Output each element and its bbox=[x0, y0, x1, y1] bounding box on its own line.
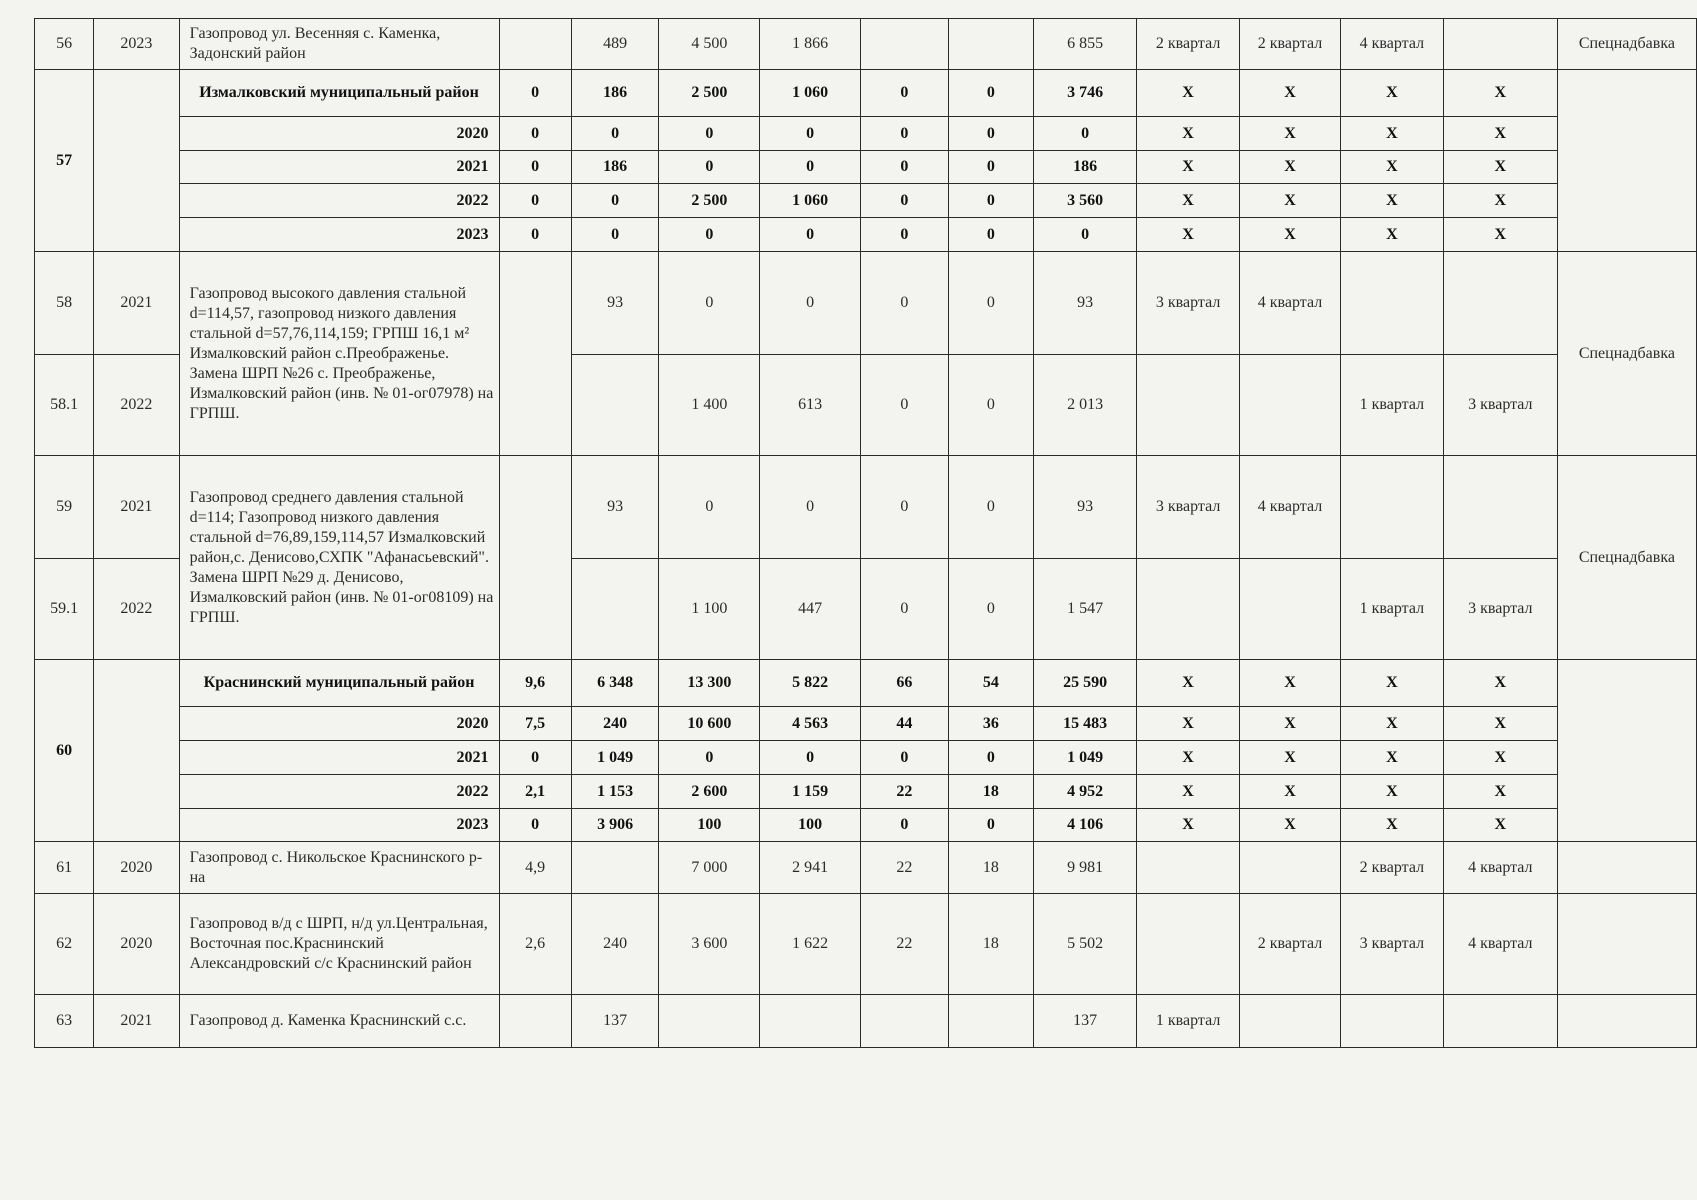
cell-c1: 0 bbox=[499, 70, 571, 117]
cell-note bbox=[1557, 660, 1696, 842]
cell-c2: 0 bbox=[571, 184, 659, 218]
row-number: 57 bbox=[35, 70, 94, 252]
cell-c2: 489 bbox=[571, 19, 659, 70]
year-label: 2020 bbox=[179, 707, 499, 741]
cell-c4: 1 159 bbox=[760, 775, 861, 809]
cell-c3 bbox=[659, 995, 760, 1048]
row-year: 2022 bbox=[94, 355, 179, 456]
cell-total: 4 106 bbox=[1034, 809, 1137, 842]
cell-q3: X bbox=[1340, 151, 1443, 184]
cell-c3: 0 bbox=[659, 741, 760, 775]
cell-c3: 0 bbox=[659, 456, 760, 559]
cell-q1: X bbox=[1137, 775, 1240, 809]
cell-note bbox=[1557, 70, 1696, 252]
year-label: 2023 bbox=[179, 218, 499, 252]
cell-c6: 0 bbox=[948, 456, 1033, 559]
cell-c3: 2 500 bbox=[659, 70, 760, 117]
cell-c3: 13 300 bbox=[659, 660, 760, 707]
table-row bbox=[35, 456, 1697, 559]
cell-c6 bbox=[948, 995, 1033, 1048]
cell-q3: 1 квартал bbox=[1340, 355, 1443, 456]
year-label: 2020 bbox=[179, 117, 499, 151]
cell-q4: X bbox=[1443, 70, 1557, 117]
cell-c1 bbox=[499, 456, 571, 660]
cell-c2: 0 bbox=[571, 218, 659, 252]
cell-c3: 0 bbox=[659, 218, 760, 252]
row-number: 58.1 bbox=[35, 355, 94, 456]
cell-c1: 0 bbox=[499, 184, 571, 218]
cell-c1: 0 bbox=[499, 117, 571, 151]
cell-c6 bbox=[948, 19, 1033, 70]
cell-total: 93 bbox=[1034, 252, 1137, 355]
cell-q2: X bbox=[1240, 184, 1341, 218]
cell-q3 bbox=[1340, 456, 1443, 559]
table-row bbox=[35, 151, 1697, 184]
table-row bbox=[35, 70, 1697, 117]
row-year: 2020 bbox=[94, 842, 179, 894]
cell-q3 bbox=[1340, 252, 1443, 355]
cell-c5: 22 bbox=[861, 842, 949, 894]
cell-c3: 4 500 bbox=[659, 19, 760, 70]
cell-c5: 44 bbox=[861, 707, 949, 741]
cell-c1: 2,6 bbox=[499, 894, 571, 995]
cell-c2 bbox=[571, 842, 659, 894]
cell-q1: 3 квартал bbox=[1137, 252, 1240, 355]
cell-c6: 18 bbox=[948, 842, 1033, 894]
cell-c5: 0 bbox=[861, 456, 949, 559]
row-number: 59.1 bbox=[35, 559, 94, 660]
cell-q3: X bbox=[1340, 741, 1443, 775]
cell-c4: 100 bbox=[760, 809, 861, 842]
row-year bbox=[94, 660, 179, 842]
cell-q4: X bbox=[1443, 775, 1557, 809]
cell-q4: X bbox=[1443, 151, 1557, 184]
cell-total: 5 502 bbox=[1034, 894, 1137, 995]
cell-c1 bbox=[499, 995, 571, 1048]
row-year: 2021 bbox=[94, 252, 179, 355]
cell-c5: 0 bbox=[861, 252, 949, 355]
table-row bbox=[35, 19, 1697, 70]
cell-c1: 0 bbox=[499, 741, 571, 775]
cell-c4: 4 563 bbox=[760, 707, 861, 741]
cell-c1: 9,6 bbox=[499, 660, 571, 707]
cell-q2: 2 квартал bbox=[1240, 894, 1341, 995]
cell-total: 15 483 bbox=[1034, 707, 1137, 741]
cell-q2: X bbox=[1240, 218, 1341, 252]
cell-c5: 0 bbox=[861, 809, 949, 842]
cell-c2: 1 153 bbox=[571, 775, 659, 809]
cell-c5 bbox=[861, 19, 949, 70]
cell-q3: 2 квартал bbox=[1340, 842, 1443, 894]
cell-q1 bbox=[1137, 355, 1240, 456]
cell-total: 186 bbox=[1034, 151, 1137, 184]
cell-c6: 0 bbox=[948, 117, 1033, 151]
object-description: Газопровод д. Каменка Краснинский с.с. bbox=[179, 995, 499, 1048]
cell-q1: X bbox=[1137, 117, 1240, 151]
cell-c6: 0 bbox=[948, 252, 1033, 355]
cell-c5: 0 bbox=[861, 559, 949, 660]
cell-c6: 0 bbox=[948, 355, 1033, 456]
cell-c5: 0 bbox=[861, 355, 949, 456]
row-year: 2023 bbox=[94, 19, 179, 70]
cell-q1: X bbox=[1137, 660, 1240, 707]
cell-q1: X bbox=[1137, 707, 1240, 741]
year-label: 2023 bbox=[179, 809, 499, 842]
cell-c4: 0 bbox=[760, 456, 861, 559]
cell-note: Спецнадбавка bbox=[1557, 252, 1696, 456]
cell-q4: X bbox=[1443, 184, 1557, 218]
cell-c3: 0 bbox=[659, 117, 760, 151]
row-number: 58 bbox=[35, 252, 94, 355]
table-row bbox=[35, 809, 1697, 842]
table-row bbox=[35, 660, 1697, 707]
object-description: Газопровод в/д с ШРП, н/д ул.Центральная, Восточная пос.Краснинский Александровский с/с Краснинский район bbox=[179, 894, 499, 995]
cell-q1 bbox=[1137, 842, 1240, 894]
cell-c3: 1 400 bbox=[659, 355, 760, 456]
cell-q2: X bbox=[1240, 809, 1341, 842]
cell-c1: 0 bbox=[499, 151, 571, 184]
cell-c5: 0 bbox=[861, 70, 949, 117]
cell-q4: 3 квартал bbox=[1443, 559, 1557, 660]
cell-c5 bbox=[861, 995, 949, 1048]
cell-q1: 3 квартал bbox=[1137, 456, 1240, 559]
cell-c2 bbox=[571, 355, 659, 456]
row-year: 2020 bbox=[94, 894, 179, 995]
row-year: 2021 bbox=[94, 995, 179, 1048]
cell-c6: 0 bbox=[948, 809, 1033, 842]
cell-q4: X bbox=[1443, 660, 1557, 707]
cell-c6: 0 bbox=[948, 151, 1033, 184]
cell-total: 3 560 bbox=[1034, 184, 1137, 218]
cell-c4: 1 622 bbox=[760, 894, 861, 995]
cell-c1: 4,9 bbox=[499, 842, 571, 894]
cell-c4: 0 bbox=[760, 741, 861, 775]
cell-c1: 0 bbox=[499, 809, 571, 842]
cell-c1: 0 bbox=[499, 218, 571, 252]
row-number: 63 bbox=[35, 995, 94, 1048]
cell-c3: 100 bbox=[659, 809, 760, 842]
cell-total: 2 013 bbox=[1034, 355, 1137, 456]
cell-q3: X bbox=[1340, 775, 1443, 809]
cell-q4 bbox=[1443, 456, 1557, 559]
cell-q3: X bbox=[1340, 184, 1443, 218]
year-label: 2021 bbox=[179, 741, 499, 775]
cell-q4 bbox=[1443, 252, 1557, 355]
cell-c3: 3 600 bbox=[659, 894, 760, 995]
cell-c6: 36 bbox=[948, 707, 1033, 741]
cell-c5: 22 bbox=[861, 775, 949, 809]
cell-c3: 10 600 bbox=[659, 707, 760, 741]
cell-c6: 0 bbox=[948, 741, 1033, 775]
cell-c2: 93 bbox=[571, 252, 659, 355]
document-sheet bbox=[34, 18, 1697, 1048]
cell-q3: X bbox=[1340, 218, 1443, 252]
cell-c5: 66 bbox=[861, 660, 949, 707]
cell-c3: 0 bbox=[659, 252, 760, 355]
year-label: 2021 bbox=[179, 151, 499, 184]
cell-c6: 0 bbox=[948, 70, 1033, 117]
cell-c1 bbox=[499, 19, 571, 70]
cell-q1: X bbox=[1137, 809, 1240, 842]
cell-q4: 4 квартал bbox=[1443, 894, 1557, 995]
cell-c4: 1 866 bbox=[760, 19, 861, 70]
cell-q1: X bbox=[1137, 184, 1240, 218]
cell-note: Спецнадбавка bbox=[1557, 19, 1696, 70]
cell-q4: 4 квартал bbox=[1443, 842, 1557, 894]
cell-c2: 1 049 bbox=[571, 741, 659, 775]
table-row bbox=[35, 117, 1697, 151]
cell-c6: 0 bbox=[948, 218, 1033, 252]
table-row bbox=[35, 775, 1697, 809]
cell-c2: 240 bbox=[571, 707, 659, 741]
cell-c1: 2,1 bbox=[499, 775, 571, 809]
cell-total: 0 bbox=[1034, 218, 1137, 252]
cell-total: 1 049 bbox=[1034, 741, 1137, 775]
cell-q3 bbox=[1340, 995, 1443, 1048]
cell-c2: 0 bbox=[571, 117, 659, 151]
cell-q2 bbox=[1240, 559, 1341, 660]
cell-total: 25 590 bbox=[1034, 660, 1137, 707]
cell-q4: X bbox=[1443, 218, 1557, 252]
object-description: Газопровод ул. Весенняя с. Каменка, Задонский район bbox=[179, 19, 499, 70]
cell-c4: 1 060 bbox=[760, 184, 861, 218]
cell-c2: 6 348 bbox=[571, 660, 659, 707]
row-number: 56 bbox=[35, 19, 94, 70]
cell-c4: 0 bbox=[760, 218, 861, 252]
cell-q3: X bbox=[1340, 70, 1443, 117]
table-row bbox=[35, 218, 1697, 252]
cell-c2: 186 bbox=[571, 70, 659, 117]
cell-q2 bbox=[1240, 995, 1341, 1048]
cell-c5: 0 bbox=[861, 117, 949, 151]
cell-c6: 54 bbox=[948, 660, 1033, 707]
cell-c2: 186 bbox=[571, 151, 659, 184]
district-name: Краснинский муниципальный район bbox=[179, 660, 499, 707]
cell-q4 bbox=[1443, 995, 1557, 1048]
cell-c3: 2 500 bbox=[659, 184, 760, 218]
cell-q3: X bbox=[1340, 117, 1443, 151]
table-row bbox=[35, 184, 1697, 218]
table-row bbox=[35, 252, 1697, 355]
cell-c6: 18 bbox=[948, 894, 1033, 995]
cell-c3: 0 bbox=[659, 151, 760, 184]
cell-c4: 0 bbox=[760, 252, 861, 355]
cell-q4: X bbox=[1443, 117, 1557, 151]
cell-note bbox=[1557, 842, 1696, 894]
cell-c2 bbox=[571, 559, 659, 660]
cell-q1: 2 квартал bbox=[1137, 19, 1240, 70]
table-row bbox=[35, 741, 1697, 775]
cell-q1: X bbox=[1137, 151, 1240, 184]
cell-q1 bbox=[1137, 894, 1240, 995]
year-label: 2022 bbox=[179, 775, 499, 809]
cell-q2: X bbox=[1240, 151, 1341, 184]
cell-q4: X bbox=[1443, 809, 1557, 842]
year-label: 2022 bbox=[179, 184, 499, 218]
cell-c4: 613 bbox=[760, 355, 861, 456]
cell-c4: 447 bbox=[760, 559, 861, 660]
cell-total: 0 bbox=[1034, 117, 1137, 151]
cell-c1 bbox=[499, 252, 571, 456]
row-year bbox=[94, 70, 179, 252]
cell-total: 93 bbox=[1034, 456, 1137, 559]
table-row bbox=[35, 707, 1697, 741]
investment-program-table bbox=[34, 18, 1697, 1048]
cell-total: 6 855 bbox=[1034, 19, 1137, 70]
cell-q2: 4 квартал bbox=[1240, 252, 1341, 355]
cell-q1 bbox=[1137, 559, 1240, 660]
cell-q3: 1 квартал bbox=[1340, 559, 1443, 660]
cell-q2 bbox=[1240, 355, 1341, 456]
cell-q4 bbox=[1443, 19, 1557, 70]
row-year: 2022 bbox=[94, 559, 179, 660]
district-name: Измалковский муниципальный район bbox=[179, 70, 499, 117]
cell-note bbox=[1557, 995, 1696, 1048]
cell-q3: 4 квартал bbox=[1340, 19, 1443, 70]
cell-c5: 0 bbox=[861, 741, 949, 775]
cell-total: 3 746 bbox=[1034, 70, 1137, 117]
cell-note bbox=[1557, 894, 1696, 995]
cell-total: 9 981 bbox=[1034, 842, 1137, 894]
cell-c5: 0 bbox=[861, 184, 949, 218]
cell-q2: X bbox=[1240, 660, 1341, 707]
cell-c4: 0 bbox=[760, 117, 861, 151]
object-description: Газопровод высокого давления стальной d=114,57, газопровод низкого давления стальной d=57,76,114,159; ГРПШ 16,1 м² Измалковский район с.Преображенье. Замена ШРП №26 с. Преображенье, Измалковский район (инв. № 01-ог07978) на ГРПШ. bbox=[179, 252, 499, 456]
cell-c4 bbox=[760, 995, 861, 1048]
cell-q3: 3 квартал bbox=[1340, 894, 1443, 995]
cell-c5: 0 bbox=[861, 151, 949, 184]
cell-q2 bbox=[1240, 842, 1341, 894]
cell-c4: 1 060 bbox=[760, 70, 861, 117]
cell-q4: X bbox=[1443, 707, 1557, 741]
cell-q2: 4 квартал bbox=[1240, 456, 1341, 559]
cell-c6: 18 bbox=[948, 775, 1033, 809]
cell-total: 4 952 bbox=[1034, 775, 1137, 809]
cell-q4: X bbox=[1443, 741, 1557, 775]
object-description: Газопровод среднего давления стальной d=114; Газопровод низкого давления стальной d=76,89,159,114,57 Измалковский район,с. Денисово,СХПК "Афанасьевский". Замена ШРП №29 д. Денисово, Измалковский район (инв. № 01-ог08109) на ГРПШ. bbox=[179, 456, 499, 660]
cell-q2: 2 квартал bbox=[1240, 19, 1341, 70]
cell-q2: X bbox=[1240, 707, 1341, 741]
cell-c4: 2 941 bbox=[760, 842, 861, 894]
cell-total: 137 bbox=[1034, 995, 1137, 1048]
row-number: 61 bbox=[35, 842, 94, 894]
cell-q1: X bbox=[1137, 70, 1240, 117]
cell-c3: 1 100 bbox=[659, 559, 760, 660]
cell-q1: 1 квартал bbox=[1137, 995, 1240, 1048]
row-number: 60 bbox=[35, 660, 94, 842]
cell-q2: X bbox=[1240, 70, 1341, 117]
row-year: 2021 bbox=[94, 456, 179, 559]
table-row bbox=[35, 842, 1697, 894]
cell-q3: X bbox=[1340, 707, 1443, 741]
cell-q2: X bbox=[1240, 117, 1341, 151]
cell-c4: 0 bbox=[760, 151, 861, 184]
row-number: 59 bbox=[35, 456, 94, 559]
cell-total: 1 547 bbox=[1034, 559, 1137, 660]
cell-c5: 0 bbox=[861, 218, 949, 252]
cell-c3: 2 600 bbox=[659, 775, 760, 809]
cell-c2: 3 906 bbox=[571, 809, 659, 842]
cell-q3: X bbox=[1340, 809, 1443, 842]
cell-c6: 0 bbox=[948, 559, 1033, 660]
cell-q2: X bbox=[1240, 775, 1341, 809]
row-number: 62 bbox=[35, 894, 94, 995]
table-row bbox=[35, 894, 1697, 995]
cell-q1: X bbox=[1137, 218, 1240, 252]
cell-q1: X bbox=[1137, 741, 1240, 775]
cell-c3: 7 000 bbox=[659, 842, 760, 894]
cell-q4: 3 квартал bbox=[1443, 355, 1557, 456]
cell-c2: 240 bbox=[571, 894, 659, 995]
cell-c2: 93 bbox=[571, 456, 659, 559]
cell-c2: 137 bbox=[571, 995, 659, 1048]
cell-c6: 0 bbox=[948, 184, 1033, 218]
cell-q2: X bbox=[1240, 741, 1341, 775]
cell-q3: X bbox=[1340, 660, 1443, 707]
cell-c1: 7,5 bbox=[499, 707, 571, 741]
table-row bbox=[35, 995, 1697, 1048]
cell-c5: 22 bbox=[861, 894, 949, 995]
object-description: Газопровод с. Никольское Краснинского р-на bbox=[179, 842, 499, 894]
cell-c4: 5 822 bbox=[760, 660, 861, 707]
cell-note: Спецнадбавка bbox=[1557, 456, 1696, 660]
